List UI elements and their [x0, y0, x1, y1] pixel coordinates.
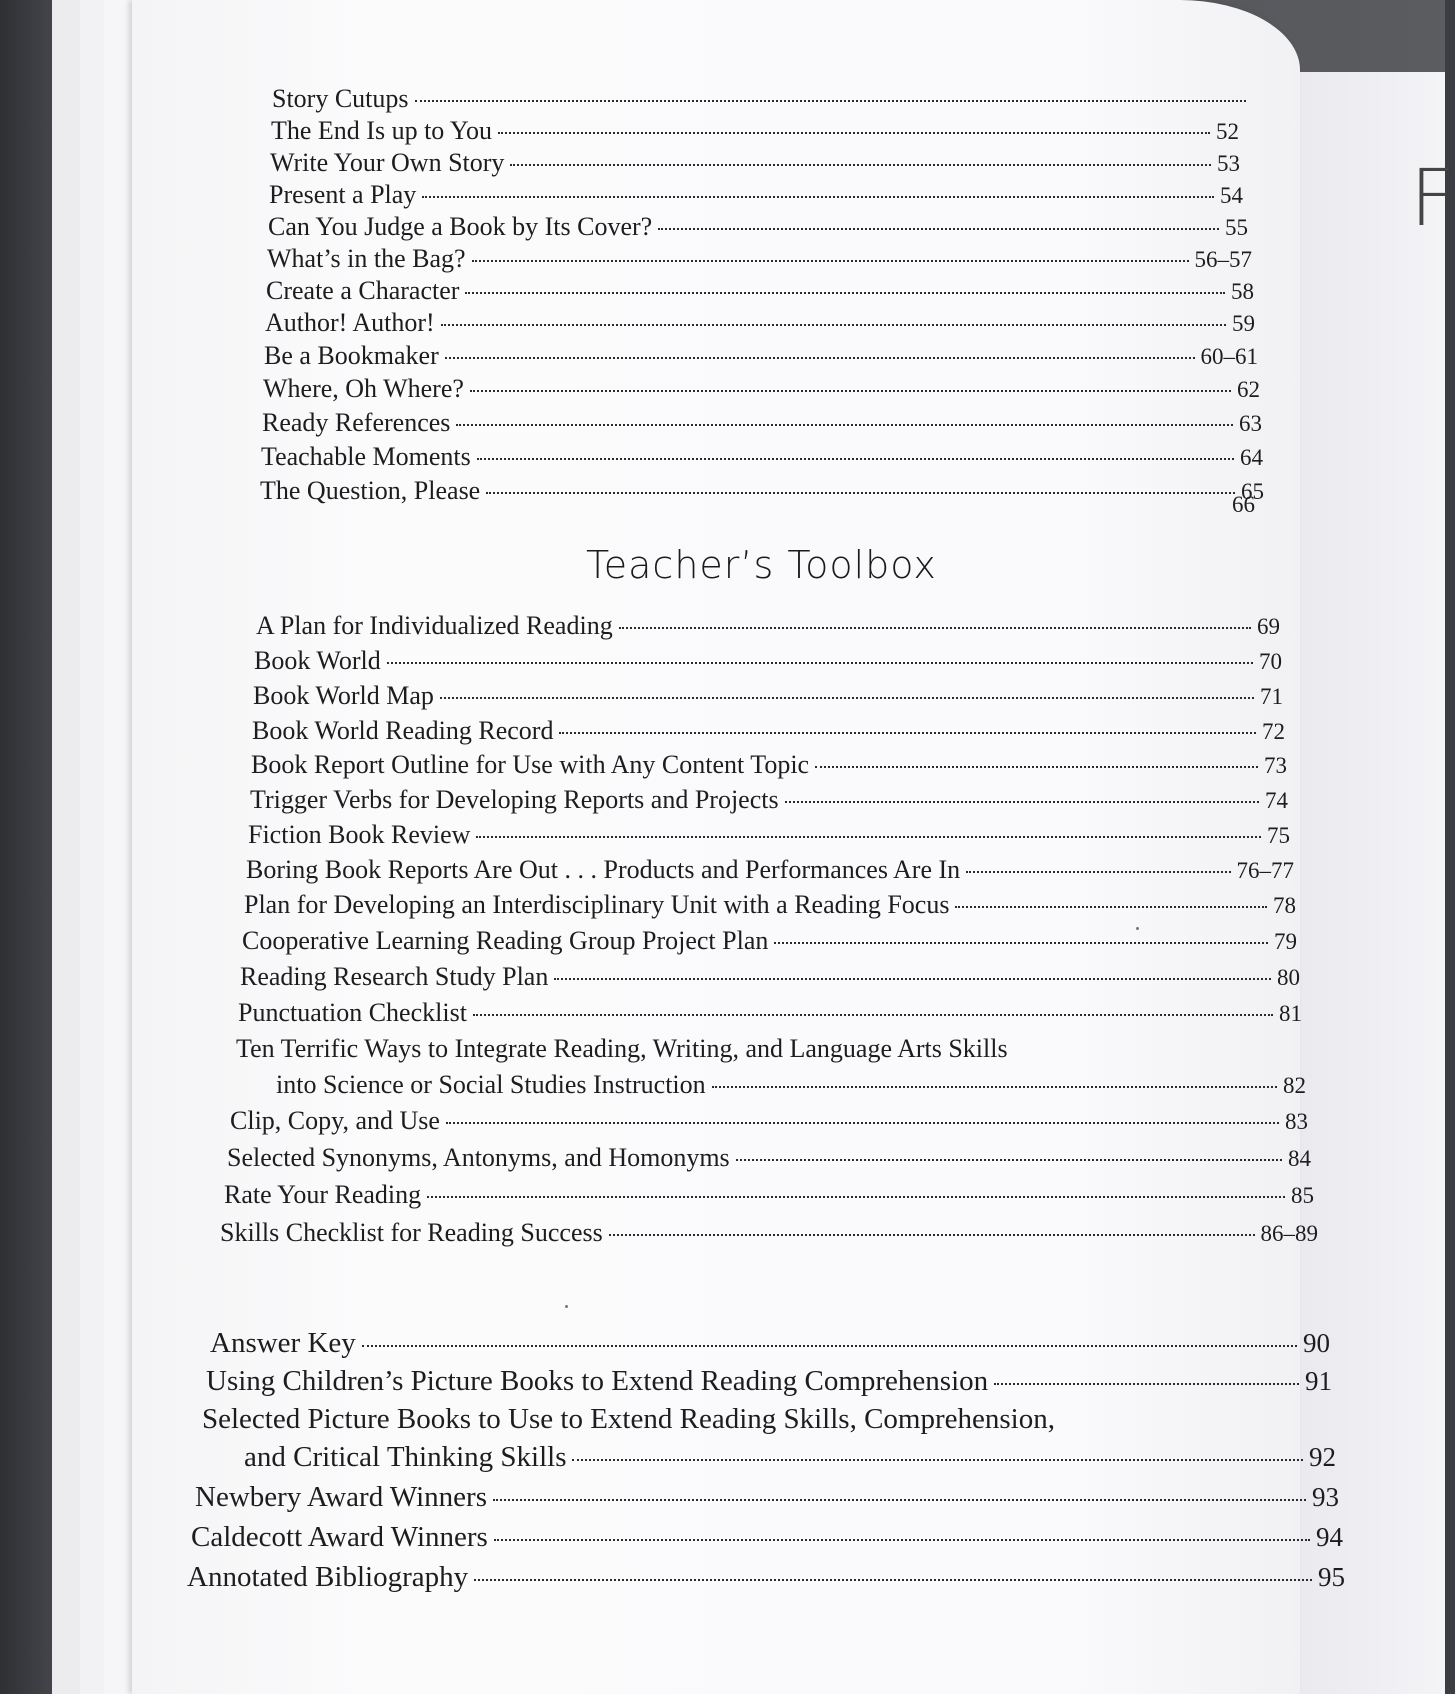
dot-leader	[736, 1159, 1282, 1161]
dot-leader	[474, 1579, 1312, 1581]
toc-entry-title: A Plan for Individualized Reading	[256, 611, 613, 640]
toc-entry	[230, 1106, 1308, 1137]
toc-entry-page: 73	[1264, 753, 1287, 778]
toc-entry-title-line2: and Critical Thinking Skills	[244, 1441, 567, 1473]
dot-leader	[493, 1499, 1306, 1501]
toc-entry	[244, 890, 1296, 921]
toc-entry	[238, 998, 1302, 1029]
toc-entry	[261, 442, 1263, 473]
toc-entry	[265, 308, 1255, 339]
toc-entry	[270, 148, 1240, 179]
toc-entry-title: Annotated Bibliography	[187, 1561, 469, 1593]
toc-entry-page: 84	[1288, 1146, 1311, 1171]
toc-entry-title: Be a Bookmaker	[264, 341, 439, 370]
toc-entry-title: Where, Oh Where?	[263, 374, 464, 403]
toc-entry-page: 75	[1267, 823, 1290, 848]
toc-entry	[242, 926, 1297, 957]
toc-entry	[210, 1326, 1330, 1360]
section-heading: Teacher’s Toolbox	[586, 543, 937, 587]
dot-leader	[476, 836, 1261, 838]
toc-entry	[263, 374, 1260, 405]
toc-entry-page: 60–61	[1200, 344, 1258, 369]
toc-entry-page: 71	[1260, 684, 1283, 709]
dot-leader	[446, 1122, 1279, 1124]
toc-entry-page: 81	[1279, 1001, 1302, 1026]
dot-leader	[619, 627, 1251, 629]
dot-leader	[712, 1086, 1277, 1088]
toc-entry-title: Boring Book Reports Are Out . . . Products and Performances Are In	[246, 855, 961, 884]
toc-entry-title: Punctuation Checklist	[238, 998, 467, 1027]
toc-entry-title: Trigger Verbs for Developing Reports and Projects	[250, 785, 779, 814]
toc-entry-title: Cooperative Learning Reading Group Project Plan	[242, 926, 769, 955]
toc-entry	[187, 1560, 1345, 1594]
dot-leader	[559, 732, 1256, 734]
dot-leader	[477, 458, 1234, 460]
dot-leader	[966, 871, 1230, 873]
dot-leader	[387, 662, 1253, 664]
toc-entry-page: 72	[1262, 719, 1285, 744]
toc-entry	[268, 212, 1248, 243]
toc-entry-page: 63	[1239, 411, 1262, 436]
toc-entry-title: Selected Picture Books to Use to Extend Reading Skills, Comprehension,	[202, 1403, 1055, 1435]
toc-entry-title: Book World	[254, 646, 381, 675]
dot-leader	[440, 697, 1254, 699]
toc-entry-title: Plan for Developing an Interdisciplinary Unit with a Reading Focus	[244, 890, 950, 919]
dot-leader	[572, 1459, 1303, 1461]
toc-entry-title: Create a Character	[266, 276, 460, 305]
toc-entry-page: 78	[1273, 893, 1296, 918]
toc-entry-title: Rate Your Reading	[224, 1180, 422, 1209]
toc-entry-page: 79	[1274, 929, 1297, 954]
dot-leader	[441, 324, 1226, 326]
dot-leader	[609, 1234, 1255, 1236]
dot-leader	[510, 164, 1211, 166]
toc-entry-page: 80	[1277, 965, 1300, 990]
toc-entry-title: Book World Map	[253, 681, 434, 710]
dot-leader	[422, 196, 1214, 198]
toc-entry	[250, 785, 1288, 816]
toc-entry-title: Answer Key	[210, 1327, 356, 1359]
toc-entry-title: Book Report Outline for Use with Any Content Topic	[251, 750, 810, 779]
dot-leader	[494, 1539, 1310, 1541]
dot-leader	[994, 1383, 1299, 1385]
toc-entry-title: Fiction Book Review	[248, 820, 471, 849]
dot-leader	[456, 424, 1233, 426]
toc-entry-page: 76–77	[1236, 858, 1294, 883]
toc-entry-page: 94	[1316, 1522, 1343, 1552]
dot-leader	[465, 292, 1225, 294]
toc-entry-page: 58	[1231, 279, 1254, 304]
toc-entry	[254, 646, 1282, 677]
toc-entry	[248, 820, 1290, 851]
toc-entry-title: Write Your Own Story	[270, 148, 505, 177]
toc-entry-title: Using Children’s Picture Books to Extend Reading Comprehension	[206, 1365, 989, 1397]
toc-entry-page: 95	[1318, 1562, 1345, 1592]
facing-page-letter: F	[1410, 154, 1455, 244]
toc-entry-continuation	[202, 1440, 1336, 1474]
toc-entry-title: Selected Synonyms, Antonyms, and Homonyms	[227, 1143, 730, 1172]
toc-entry-page: 53	[1217, 151, 1240, 176]
toc-entry	[251, 750, 1287, 781]
dot-leader	[658, 228, 1219, 230]
toc-entry	[253, 681, 1283, 712]
toc-entry	[267, 244, 1252, 275]
dot-leader	[473, 1014, 1273, 1016]
toc-entry	[262, 408, 1262, 439]
paper-speck	[565, 1305, 568, 1308]
toc-entry-page: 54	[1220, 183, 1243, 208]
toc-entry-page: 86–89	[1260, 1221, 1318, 1246]
toc-entry	[1232, 490, 1272, 520]
toc-entry-page: 93	[1312, 1482, 1339, 1512]
toc-entry-page: 83	[1285, 1109, 1308, 1134]
toc-entry-page: 69	[1257, 614, 1280, 639]
toc-entry-title: Caldecott Award Winners	[191, 1521, 488, 1553]
dot-leader	[815, 766, 1258, 768]
toc-entry	[271, 116, 1239, 147]
toc-entry-title: Ready References	[262, 408, 451, 437]
toc-entry-title: The End Is up to You	[271, 116, 493, 145]
dot-leader	[498, 132, 1210, 134]
toc-entry-page: 66	[1232, 492, 1255, 517]
toc-entry-title: The Question, Please	[260, 476, 481, 505]
paper-speck	[1136, 927, 1139, 930]
toc-entry-title: Can You Judge a Book by Its Cover?	[268, 212, 653, 241]
toc-entry	[236, 1034, 1306, 1101]
toc-entry-page: 91	[1305, 1366, 1332, 1396]
dot-leader	[472, 260, 1189, 262]
toc-entry-title: Skills Checklist for Reading Success	[220, 1218, 603, 1247]
toc-entry	[266, 276, 1254, 307]
toc-entry	[191, 1520, 1343, 1554]
dot-leader	[470, 390, 1231, 392]
toc-entry-page: 90	[1303, 1328, 1330, 1358]
toc-entry-title-line2: into Science or Social Studies Instruction	[276, 1070, 706, 1099]
toc-entry	[224, 1180, 1314, 1211]
toc-entry-page: 92	[1309, 1442, 1336, 1472]
toc-entry-page: 56–57	[1194, 247, 1252, 272]
dot-leader	[955, 906, 1267, 908]
toc-entry-title: Ten Terrific Ways to Integrate Reading, Writing, and Language Arts Skills	[236, 1034, 1008, 1063]
toc-entry-page: 74	[1265, 788, 1288, 813]
toc-entry-page: 85	[1291, 1183, 1314, 1208]
toc-entry-title: Story Cutups	[272, 84, 409, 113]
toc-entry-page: 64	[1240, 445, 1263, 470]
toc-entry-page: 62	[1237, 377, 1260, 402]
toc-entry-continuation	[236, 1070, 1306, 1101]
toc-entry	[256, 611, 1280, 642]
toc-entry-title: Reading Research Study Plan	[240, 962, 549, 991]
toc-entry-page: 82	[1283, 1073, 1306, 1098]
dot-leader	[774, 942, 1268, 944]
dot-leader	[415, 100, 1246, 102]
toc-entry-title: Book World Reading Record	[252, 716, 554, 745]
dot-leader	[486, 492, 1235, 494]
toc-entry-title: Clip, Copy, and Use	[230, 1106, 440, 1135]
toc-entry	[260, 476, 1264, 507]
toc-entry	[252, 716, 1285, 747]
toc-entry	[246, 855, 1294, 886]
toc-entry-title: Present a Play	[269, 180, 417, 209]
toc-entry	[195, 1480, 1339, 1514]
toc-entry	[220, 1218, 1318, 1249]
toc-entry-title: Author! Author!	[265, 308, 435, 337]
dot-leader	[362, 1345, 1297, 1347]
toc-entry-page: 59	[1232, 311, 1255, 336]
toc-entry-page: 70	[1259, 649, 1282, 674]
toc-entry	[272, 84, 1252, 114]
toc-entry	[264, 341, 1258, 372]
toc-entry-page: 52	[1216, 119, 1239, 144]
toc-entry	[227, 1143, 1311, 1174]
toc-entry-page: 55	[1225, 215, 1248, 240]
toc-entry-title: Newbery Award Winners	[195, 1481, 487, 1513]
toc-entry	[202, 1402, 1336, 1474]
dot-leader	[445, 357, 1195, 359]
toc-entry	[240, 962, 1300, 993]
dot-leader	[427, 1196, 1285, 1198]
dot-leader	[554, 978, 1271, 980]
toc-entry-title: Teachable Moments	[261, 442, 471, 471]
toc-entry-title: What’s in the Bag?	[267, 244, 466, 273]
toc-entry	[269, 180, 1243, 211]
dot-leader	[785, 801, 1259, 803]
toc-entry-page: 65	[1241, 479, 1264, 504]
toc-entry	[206, 1364, 1332, 1398]
